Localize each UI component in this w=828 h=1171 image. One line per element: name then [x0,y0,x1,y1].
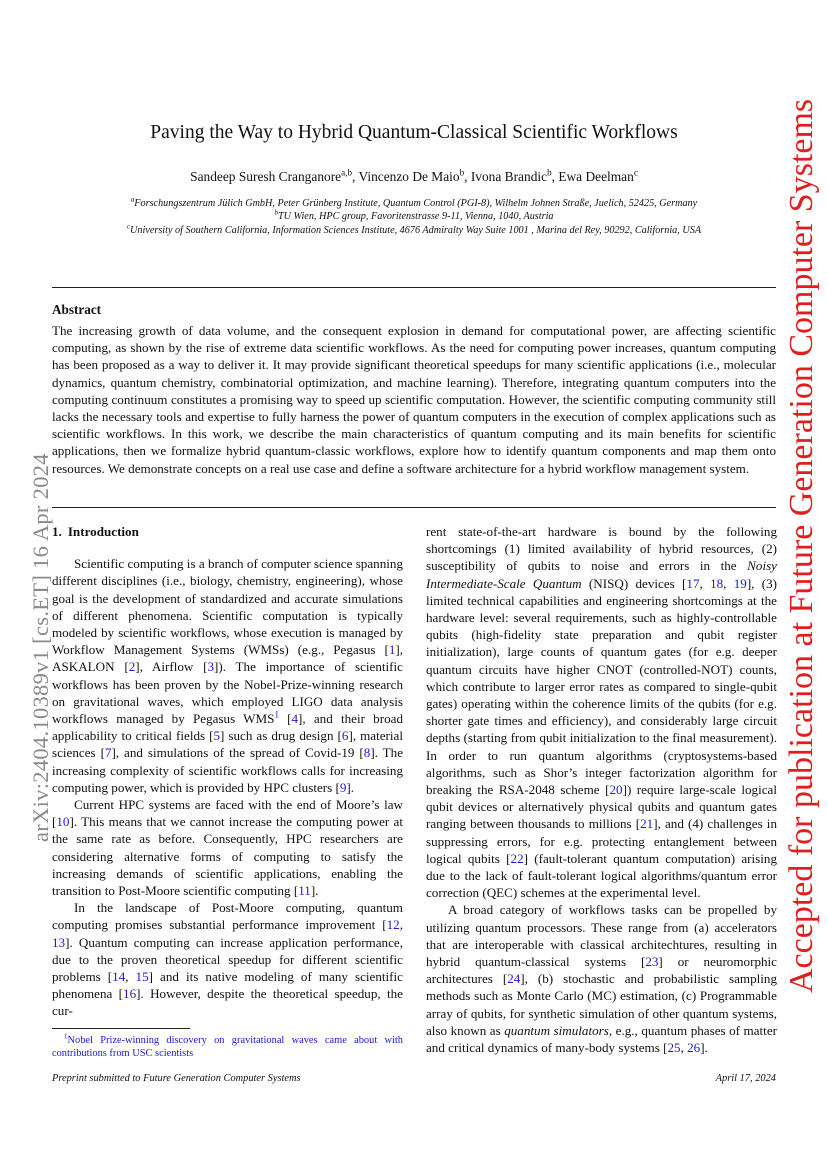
citation-link[interactable]: 11 [298,883,311,899]
abstract-bottom-rule [52,507,776,508]
citation-link[interactable]: 19 [733,575,747,591]
author-name: Sandeep Suresh Cranganore [190,169,342,184]
citation-link[interactable]: 15 [135,969,149,985]
citation-link[interactable]: 2 [128,659,136,675]
citation-link[interactable]: 26 [687,1040,701,1056]
footnote-link[interactable]: Nobel Prize-winning discovery on gravitational waves came about with contributions from USC scientists [52,1035,403,1059]
footnote[interactable] [52,1034,403,1060]
citation-link[interactable]: 13 [52,934,66,950]
affiliation-a [0,198,828,209]
accepted-stamp: Accepted for publication at Future Generation Computer Systems [783,98,820,993]
affiliation-mark: b [274,209,278,217]
author-affiliation-mark: b [547,167,552,178]
citation-link[interactable]: 9 [339,779,347,795]
author-affiliation-mark: b [459,167,465,178]
affiliation-text: TU Wien, HPC group, Favoritenstrasse 9-11, Vienna, 1040, Austria [277,211,554,222]
body-paragraph: A broad category of workflows tasks can be propelled by utilizing quantum processors. These range from (a) accelerators that are interoperable with classical architechtures, resulting in hybrid quantum-classical systems [23] or neuromorphic architectures [24], (b) stochastic and probabilistic sampling methods such as Monte Carlo (MC) estimation, (c) Programmable array of qubits, for synthetic simulation of other quantum systems, also known as quantum simulators, e.g., quantum phases of matter and critical dynamics of many-body systems [25, 26]. [426,902,777,1056]
citation-link[interactable]: 8 [363,745,371,761]
author-affiliation-mark: c [633,167,638,178]
citation-link[interactable]: 12 [386,917,400,933]
footer-journal: Preprint submitted to Future Generation Computer Systems [52,1073,301,1084]
author-list: Sandeep Suresh Cranganore$^{a,b}$, Vincenzo De Maio$^b$, Ivona Brandic$^b$, Ewa Deelman$^c$ [190,167,638,184]
citation-link[interactable]: 4 [291,711,299,727]
left-column [52,523,403,1020]
citation-link[interactable]: 20 [609,782,623,798]
citation-link[interactable]: 16 [123,986,137,1002]
left-paragraphs [52,555,403,1019]
abstract-text: The increasing growth of data volume, and the consequent explosion in demand for computational power, are affecting scientific computing, as shown by the rise of extreme data scientific workflows. As the need for computing power increases, quantum computing has been proposed as a way to deliver it. It may provide significant theoretical speedups for many scientific applications (i.e., molecular dynamics, quantum chemistry, combinatorial optimization, and machine learning). Therefore, integrating quantum computers into the computing continuum constitutes a promising way to speed up scientific computation. However, the scientific computing community still lacks the necessary tools and expertise to fully harness the power of quantum computers in the execution of complex applications such as scientific workflows. In this work, we describe the main characteristics of quantum computing and its main benefits for scientific applications, then we formalize hybrid quantum-classic workflows, explore how to identify quantum components and map them onto resources. We demonstrate concepts on a real use case and define a software architecture for a hybrid workflow management system. [52,323,776,476]
citation-link[interactable]: 18 [710,575,724,591]
citation-link[interactable]: 23 [645,954,659,970]
arxiv-stamp: arXiv:2404.10389v1 [cs.ET] 16 Apr 2024 [28,453,53,842]
citation-link[interactable]: 17 [686,575,700,591]
footnote-reference[interactable]: 1 [274,709,279,720]
body-paragraph: rent state-of-the-art hardware is bound by the following shortcomings (1) limited availability of hybrid resources, (2) susceptibility of qubits to noise and errors in the Noisy Intermediate-Scale Quantum (NISQ) devices [17, 18, 19], (3) limited technical capabilities and engineering shortcomings at the hardware level: several requirements, such as highly-controllable qubits (high-fidelity state preparation and qubit register initialization), large counts of quantum gates (for e.g. deeper quantum circuits have higher CNOT (controlled-NOT) counts, which contribute to larger error rates as compared to single-qubit gates) operating within the coherence limits of the qubits (for e.g. shorter gate times and efficiency), and considerably large circuit depths (starting from qubit initialization to the final measurement). In order to run quantum algorithms (cryptosystems-based algorithms, such as Shor’s integer factorization algorithm for breaking the RSA-2048 scheme [20]) require large-scale logical qubit devices or alternatively physical qubits and quantum gates ranging between thousands to millions [21], and (4) challenges in suppressing errors, for e.g. protecting entanglement between logical qubits [22] (fault-tolerant quantum computation) arising due to the lack of fault-tolerant logical algorithms/quantum error correction (QEC) schemes at the experimental level. [426,524,777,901]
affiliation-mark: a [130,196,135,204]
abstract-heading: Abstract [52,302,102,317]
citation-link[interactable]: 24 [507,971,521,987]
affiliation-text: Forschungszentrum Jülich GmbH, Peter Grünberg Institute, Quantum Control (PGI-8), Wilhelm Johnen Straße, Juelich, 52425, Germany [134,198,698,209]
author-name: Ewa Deelman [558,169,634,184]
emphasized-term: Noisy Intermediate-Scale Quantum [426,558,777,591]
footnote-mark: 1 [64,1032,68,1041]
footnote-rule [52,1028,190,1029]
emphasized-term: quantum simulators [504,1022,609,1038]
citation-link[interactable]: 6 [341,728,349,744]
affiliation-text: University of Southern California, Information Sciences Institute, 4676 Admiralty Way Suite 1001 , Marina del Rey, 90292, California, USA [130,225,702,236]
citation-link[interactable]: 1 [388,642,396,658]
affiliation-mark: c [126,223,131,231]
abstract-top-rule [52,287,776,288]
citation-link[interactable]: 25 [667,1040,681,1056]
citation-link[interactable]: 21 [640,816,654,832]
author-name: Ivona Brandic [470,169,548,184]
footer-date: April 17, 2024 [715,1073,776,1084]
right-column [426,523,777,1056]
citation-link[interactable]: 10 [56,814,70,830]
citation-link[interactable]: 7 [104,745,112,761]
right-paragraphs [426,523,777,1056]
affiliation-c [0,225,828,236]
citation-link[interactable]: 5 [213,728,221,744]
citation-link[interactable]: 3 [207,659,215,675]
body-paragraph: In the landscape of Post-Moore computing, quantum computing promises substantial performance improvement [12, 13]. Quantum computing can increase application performance, due to the proven theoretical speedup for different scientific problems [14, 15] and its native modeling of many scientific phenomena [16]. However, despite the theoretical speedup, the cur- [52,900,403,1019]
body-paragraph: Scientific computing is a branch of computer science spanning different disciplines (i.e., biology, chemistry, engineering), whose goal is the development of standardized and accurate simulations of different phenomena. Scientific computation is typically modeled by scientific workflows, whose execution is managed by Workflow Management Systems (WMSs) (e.g., Pegasus [1], ASKALON [2], Airflow [3]). The importance of scientific workflows has been proven by the Nobel-Prize-winning research on gravitational waves, which employed LIGO data analysis workflows managed by Pegasus WMS$^1$ [4], and their broad applicability to critical fields [5] such as drug design [6], material sciences [7], and simulations of the spread of Covid-19 [8]. The increasing complexity of scientific workflows calls for increasing computing power, which is provided by HPC clusters [9]. [52,556,404,795]
body-paragraph: Current HPC systems are faced with the end of Moore’s law [10]. This means that we cannot increase the computing power at the same rate as before. Consequently, HPC researchers are considering alternative forms of computing to satisfy the increasing demands of scientific applications, enabling the transition to Post-Moore scientific computing [11]. [52,797,403,899]
author-name: Vincenzo De Maio [358,169,460,184]
section-heading [52,523,403,540]
section-title: Introduction [67,524,139,539]
section-number: 1. [52,524,62,539]
citation-link[interactable]: 14 [112,969,126,985]
affiliation-b [0,211,828,222]
paper-title: Paving the Way to Hybrid Quantum-Classical Scientific Workflows [150,122,678,143]
author-affiliation-mark: a,b [341,167,353,178]
citation-link[interactable]: 22 [510,850,524,866]
